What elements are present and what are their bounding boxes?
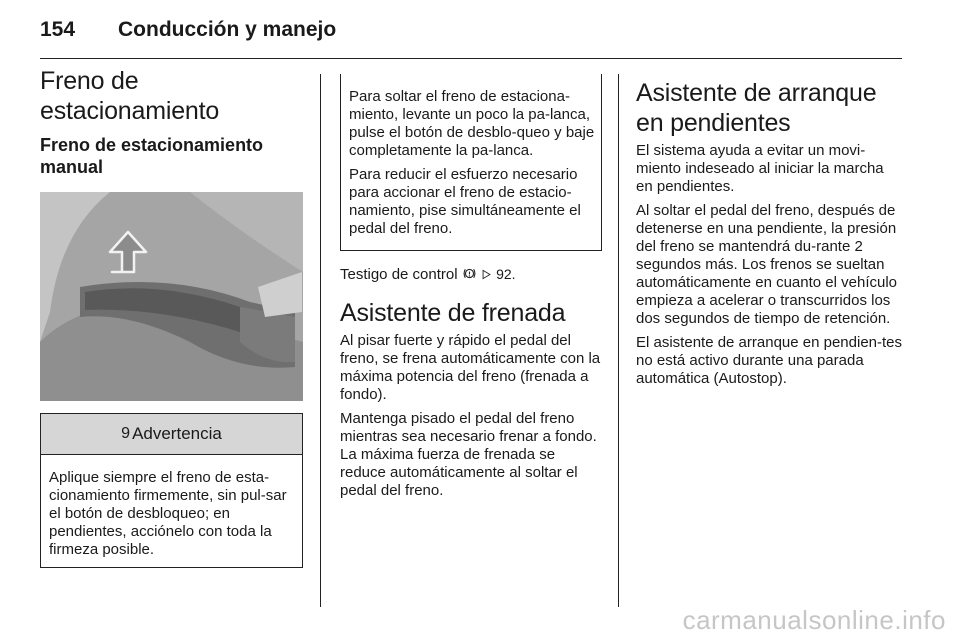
column-3 [636,78,902,388]
section-title: Conducción y manejo [118,18,337,41]
warning-text: Aplique siempre el freno de esta-cionamiento firmemente, sin pul-sar el botón de desbloqueo; en pendientes, acciónelo con toda la firmeza posible. [49,469,287,559]
release-instructions-box [340,74,602,251]
hill-start-heading: Asistente de arranque en pendientes [636,79,877,137]
column-divider-2 [618,74,619,607]
handbrake-illustration [40,192,303,401]
brake-assist-text-2: Mantenga pisado el pedal del freno mientras sea necesario frenar a fondo. La máxima fuerza de frenada se reduce automáticamente al soltar el pedal del freno. [340,410,597,499]
warning-title: Advertencia [132,424,222,444]
page-reference-icon [481,268,492,281]
subsection-heading: Freno de estacionamiento manual [40,135,264,177]
page-reference: 92. [496,266,516,282]
hill-start-text-2: Al soltar el pedal del freno, después de detenerse en una pendiente, la presión del freno se mantendrá du-rante 2 segundos más. Los frenos se sueltan automáticamente en cuanto el vehículo empieza a acelerar o transcurridos los dos segundos de tiempo de retención. [636,202,897,327]
warning-box [40,413,303,568]
warning-body [41,455,302,567]
effort-text: Para reducir el esfuerzo necesario para accionar el freno de estacio-namiento, pise simultáneamente el pedal del freno. [349,166,581,237]
control-lamp-line [340,265,602,284]
hill-start-text-3: El asistente de arranque en pendien-tes no está activo durante una parada automática (Autostop). [636,334,903,387]
column-1 [40,66,303,568]
column-divider-1 [320,74,321,607]
column-2 [340,74,602,500]
watermark: carmanualsonline.info [682,605,946,635]
hill-start-text-1: El sistema ayuda a evitar un movi-miento indeseado al iniciar la marcha en pendientes. [636,142,884,195]
control-lamp-label: Testigo de control [340,266,458,283]
header-rule [40,58,902,59]
warning-icon: 9 [121,425,131,443]
brake-warning-lamp-icon [462,266,477,281]
handbrake-figure [40,192,303,401]
section-heading: Freno de estacionamiento [40,67,220,125]
release-text: Para soltar el freno de estaciona-miento, levante un poco la pa-lanca, pulse el botón de desblo-queo y baje completamente la pa-lanca. [349,88,595,159]
brake-assist-text-1: Al pisar fuerte y rápido el pedal del freno, se frena automáticamente con la máxima potencia del freno (frenada a fondo). [340,332,601,403]
page-number: 154 [40,18,76,41]
brake-assist-heading: Asistente de frenada [340,299,566,327]
warning-header [41,414,302,455]
